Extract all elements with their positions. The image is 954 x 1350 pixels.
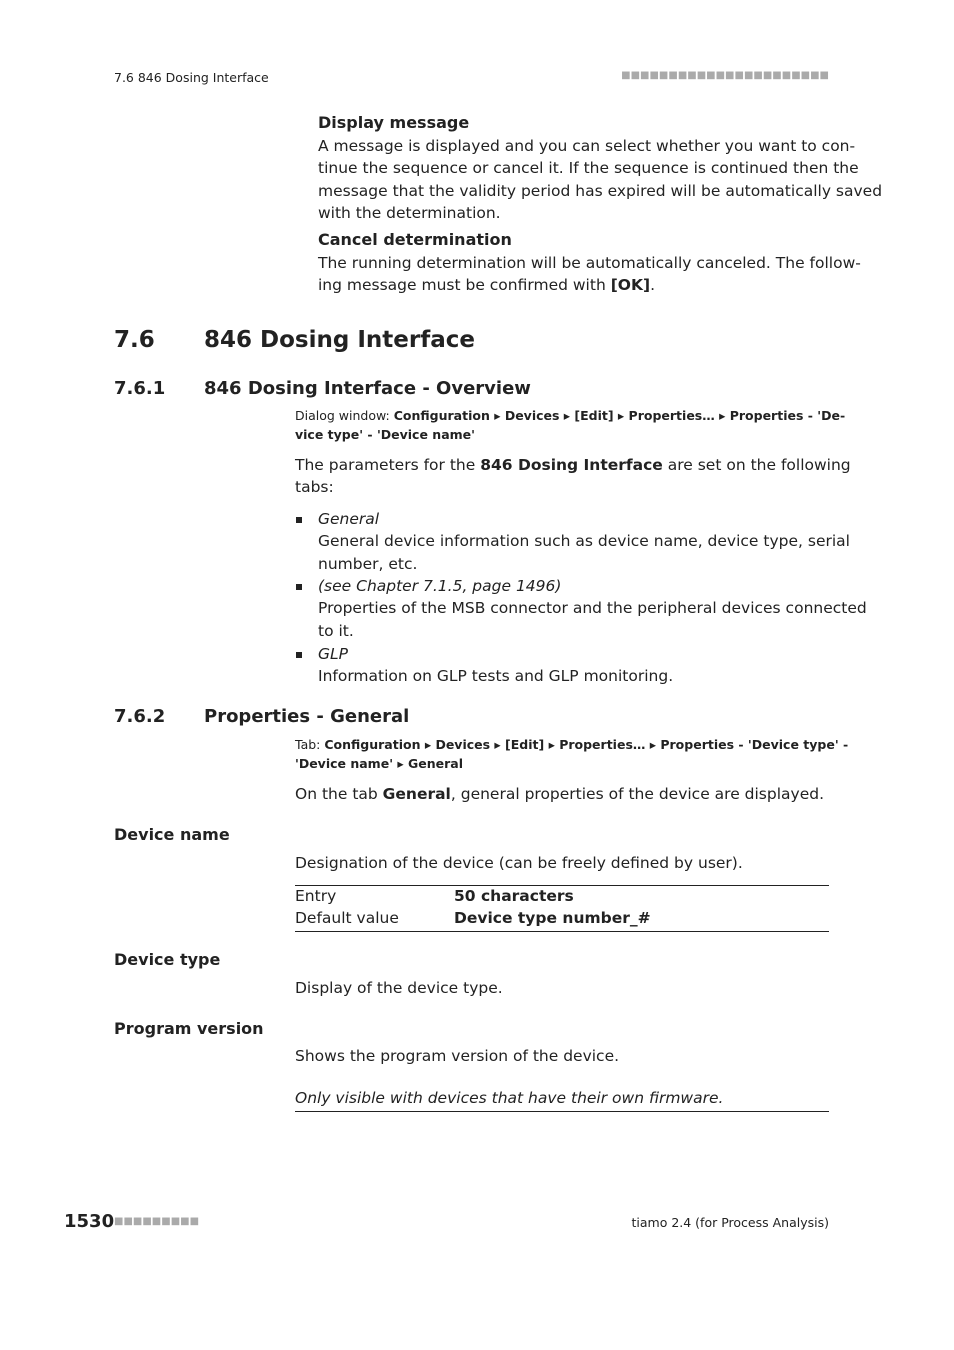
tab-path: Tab: Configuration ▸ Devices ▸ [Edit] ▸ Properties… ▸ Properties - 'Device type' - 'Device name' ▸ General [295, 737, 849, 771]
page-number: 1530 [64, 1211, 115, 1232]
general-paragraph: On the tab General, general properties of the device are displayed. [295, 785, 824, 803]
subsection-heading-general: 7.6.2 Properties - General [114, 706, 410, 727]
param-table-row-default: Default value Device type number_# [295, 909, 651, 927]
table-bottom-rule [295, 931, 829, 932]
param-table-row-entry: Entry 50 characters [295, 887, 574, 905]
bullet-marker [296, 517, 302, 523]
param-note-program-version: Only visible with devices that have their own firmware. [295, 1089, 724, 1107]
footer-product-name: tiamo 2.4 (for Process Analysis) [631, 1215, 829, 1230]
option-title-cancel-determination: Cancel determination [318, 230, 512, 249]
param-heading-device-type: Device type [114, 950, 221, 969]
dialog-path: Dialog window: Configuration ▸ Devices ▸ [Edit] ▸ Properties… ▸ Properties - 'De- vice type' - 'Device name' [295, 408, 846, 442]
header-decoration-dots: ■■■■■■■■■■■■■■■■■■■■■■ [621, 70, 829, 81]
running-header-title: 7.6 846 Dosing Interface [114, 70, 269, 85]
tab-list-item-general: General General device information such as device name, device type, serial number, etc. [318, 510, 850, 573]
footer-decoration-dots: ■■■■■■■■■ [114, 1216, 200, 1227]
tab-list-item-glp: GLP Information on GLP tests and GLP monitoring. [318, 645, 674, 686]
bullet-marker [296, 584, 302, 590]
section-heading: 7.6 846 Dosing Interface [114, 327, 475, 353]
param-heading-program-version: Program version [114, 1019, 264, 1038]
option-description-cancel-determination: The running determination will be automatically canceled. The follow- ing message must be confirmed with [OK]. [318, 254, 861, 295]
param-description-device-name: Designation of the device (can be freely defined by user). [295, 854, 743, 872]
param-heading-device-name: Device name [114, 825, 230, 844]
bullet-marker [296, 652, 302, 658]
note-bottom-rule [295, 1111, 829, 1112]
tab-list-item-msb: (see Chapter 7.1.5, page 1496) Properties of the MSB connector and the peripheral devices connected to it. [318, 577, 867, 640]
param-description-device-type: Display of the device type. [295, 979, 503, 997]
option-title-display-message: Display message [318, 113, 470, 132]
overview-paragraph: The parameters for the 846 Dosing Interface are set on the following tabs: [295, 456, 851, 497]
param-description-program-version: Shows the program version of the device. [295, 1047, 620, 1065]
option-description-display-message: A message is displayed and you can select whether you want to con- tinue the sequence or cancel it. If the sequence is continued then the message that the validity period has expired will be automatically saved with the determination. [318, 137, 883, 222]
subsection-heading-overview: 7.6.1 846 Dosing Interface - Overview [114, 378, 531, 399]
